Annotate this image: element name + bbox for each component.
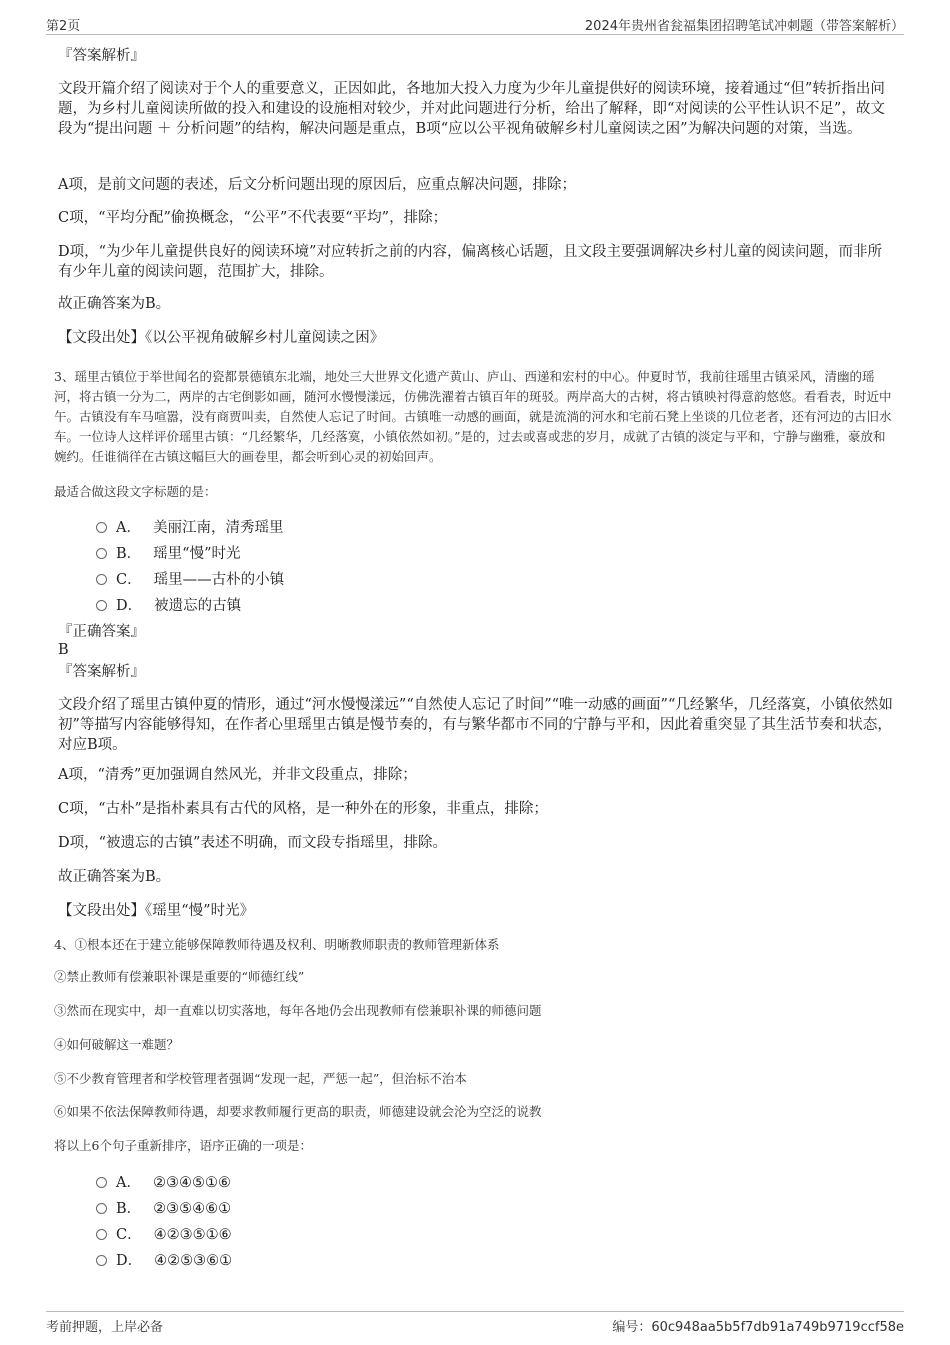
question-3-text xyxy=(54,367,896,467)
conclusion-1: 故正确答案为B。 xyxy=(58,296,171,312)
correct-answer-heading: 『正确答案』 xyxy=(58,624,145,640)
document-id: 编号：60c948aa5b5f7db91a749b9719ccf58e xyxy=(612,1320,904,1335)
radio-icon[interactable] xyxy=(96,548,107,559)
option-b[interactable]: B． ②③⑤④⑥① xyxy=(96,1197,231,1218)
footer-slogan: 考前押题，上岸必备 xyxy=(46,1320,164,1335)
option-c-note-1: C项，“平均分配”偷换概念，“公平”不代表要“平均”，排除； xyxy=(58,210,448,226)
correct-answer-value: B xyxy=(58,642,69,658)
analysis-paragraph-1 xyxy=(58,79,894,139)
option-a-note-2: A项，“清秀”更加强调自然风光，并非文段重点，排除； xyxy=(58,767,417,783)
radio-icon[interactable] xyxy=(96,600,107,611)
page-header xyxy=(46,12,904,35)
radio-icon[interactable] xyxy=(96,1255,107,1266)
analysis-heading-1: 『答案解析』 xyxy=(58,48,145,64)
option-c-note-2: C项，“古朴”是指朴素具有古代的风格，是一种外在的形象，非重点，排除； xyxy=(58,801,548,817)
sentence-2: ②禁止教师有偿兼职补课是重要的“师德红线” xyxy=(54,969,305,984)
question-4-prompt: 将以上6个句子重新排序，语序正确的一项是： xyxy=(54,1138,312,1153)
analysis-text: 文段开篇介绍了阅读对于个人的重要意义，正因如此，各地加大投入力度为少年儿童提供好的阅读环境，接着通过“但”转折指出问题，为乡村儿童阅读所做的投入和建设的设施相对较少，并对此问题进行分析，给出了解释，即“对阅读的公平性认识不足”，故文段为“提出问题 ＋ 分析问题”的结构，解决问题是重点，B项“应以公平视角破解乡村儿童阅读之困”为解决问题的对策，当选。 xyxy=(58,81,885,137)
option-c[interactable]: C． 瑶里——古朴的小镇 xyxy=(96,568,284,589)
conclusion-2: 故正确答案为B。 xyxy=(58,869,171,885)
radio-icon[interactable] xyxy=(96,574,107,585)
source-2: 【文段出处】《瑶里“慢”时光》 xyxy=(58,903,255,919)
sentence-5: ⑤不少教育管理者和学校管理者强调“发现一起，严惩一起”，但治标不治本 xyxy=(54,1071,467,1086)
sentence-4: ④如何破解这一难题？ xyxy=(54,1037,180,1052)
option-b[interactable]: B． 瑶里“慢”时光 xyxy=(96,542,240,563)
radio-icon[interactable] xyxy=(96,1229,107,1240)
question-3-passage: 3、瑶里古镇位于举世闻名的瓷都景德镇东北端，地处三大世界文化遗产黄山、庐山、西递和宏村的中心。仲夏时节，我前往瑶里古镇采风，清幽的瑶河，将古镇一分为二，两岸的古宅倒影如画，随河水慢慢漾远，仿佛洗濯着古镇百年的斑驳。两岸高大的古树，将古镇映衬得意韵悠悠。看看表，时近中午。古镇没有车马喧嚣，没有商贾叫卖，自然使人忘记了时间。古镇唯一动感的画面，就是流淌的河水和宅前石凳上坐谈的几位老者，还有河边的古旧水车。一位诗人这样评价瑶里古镇：“几经繁华，几经落寞，小镇依然如初。”是的，过去或喜或悲的岁月，成就了古镇的淡定与平和，宁静与幽雅，豪放和婉约。任谁徜徉在古镇这幅巨大的画卷里，都会听到心灵的初始回声。 xyxy=(54,369,892,464)
option-a-note-1: A项，是前文问题的表述，后文分析问题出现的原因后，应重点解决问题，排除； xyxy=(58,177,576,193)
analysis-heading-2: 『答案解析』 xyxy=(58,664,145,680)
option-c[interactable]: C． ④②③⑤①⑥ xyxy=(96,1223,232,1244)
option-d[interactable]: D． ④②⑤③⑥① xyxy=(96,1249,232,1270)
analysis-paragraph-2 xyxy=(58,695,894,755)
question-3-prompt: 最适合做这段文字标题的是： xyxy=(54,484,217,499)
sentence-6: ⑥如果不依法保障教师待遇，却要求教师履行更高的职责，师德建设就会沦为空泛的说教 xyxy=(54,1104,542,1119)
analysis-text: 文段介绍了瑶里古镇仲夏的情形，通过“河水慢慢漾远”“自然使人忘记了时间”“唯一动感的画面”“几经繁华，几经落寞，小镇依然如初”等描写内容能够得知，在作者心里瑶里古镇是慢节奏的，有与繁华都市不同的宁静与平和，因此着重突显了其生活节奏和状态，对应B项。 xyxy=(58,697,893,753)
page-footer xyxy=(46,1311,904,1336)
option-a[interactable]: A． ②③④⑤①⑥ xyxy=(96,1171,231,1192)
radio-icon[interactable] xyxy=(96,1177,107,1188)
page-number: 第2页 xyxy=(46,19,81,34)
sentence-1: 4、①根本还在于建立能够保障教师待遇及权利、明晰教师职责的教师管理新体系 xyxy=(54,937,500,952)
option-d-note-2: D项，“被遗忘的古镇”表述不明确，而文段专指瑶里，排除。 xyxy=(58,835,447,851)
source-1: 【文段出处】《以公平视角破解乡村儿童阅读之困》 xyxy=(58,330,385,346)
sentence-3: ③然而在现实中，却一直难以切实落地，每年各地仍会出现教师有偿兼职补课的师德问题 xyxy=(54,1003,542,1018)
option-d-note-1: D项，“为少年儿童提供良好的阅读环境”对应转折之前的内容，偏离核心话题，且文段主要强调解决乡村儿童的阅读问题，而非所有少年儿童的阅读问题，范围扩大，排除。 xyxy=(58,244,882,280)
radio-icon[interactable] xyxy=(96,1203,107,1214)
option-a[interactable]: A． 美丽江南，清秀瑶里 xyxy=(96,516,283,537)
option-d[interactable]: D． 被遗忘的古镇 xyxy=(96,594,241,615)
document-title: 2024年贵州省瓮福集团招聘笔试冲刺题（带答案解析） xyxy=(584,19,904,34)
radio-icon[interactable] xyxy=(96,522,107,533)
